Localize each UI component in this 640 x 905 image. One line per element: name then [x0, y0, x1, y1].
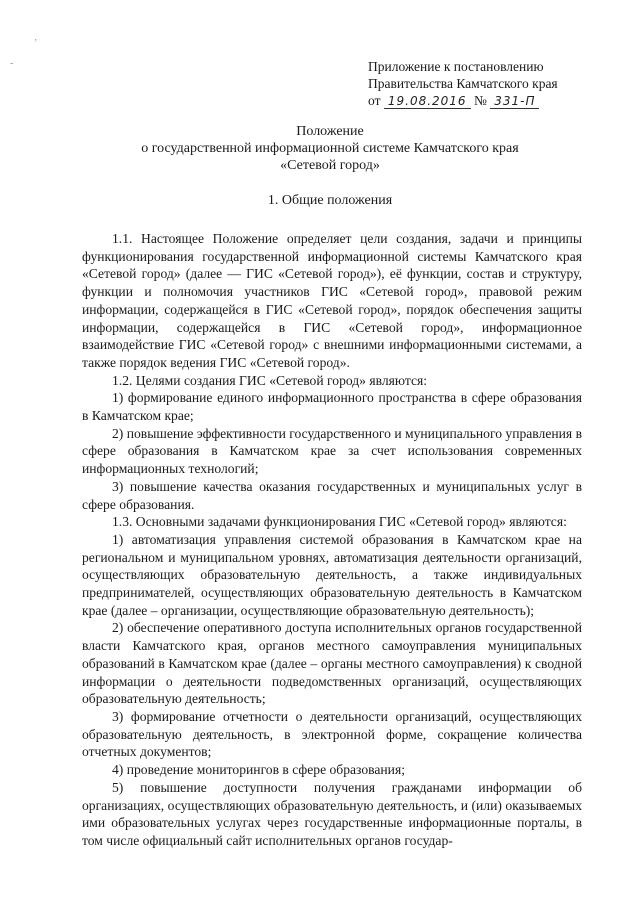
paragraph: 2) обеспечение оперативного доступа исполнительных органов государственной власти Камчатского края, органов местного самоуправления муниципальных образований в Камчатском крае (далее – органы местного самоуправления) к сводной информации о деятельности подведомственных организаций, осуществляющих образовательную деятельность;	[82, 620, 582, 707]
section-heading: 1. Общие положения	[267, 193, 393, 208]
document-title	[60, 123, 600, 174]
number-label: №	[473, 93, 487, 108]
paragraph: 1) формирование единого информационного пространства в сфере образования в Камчатском крае;	[82, 390, 582, 424]
attachment-line: Правительства Камчатского края	[368, 76, 558, 91]
attachment-line: Приложение к постановлению	[368, 59, 544, 74]
document-body	[82, 230, 582, 850]
scan-mark: -	[10, 58, 14, 69]
paragraph: 1.2. Целями создания ГИС «Сетевой город» являются:	[112, 372, 428, 388]
paragraph: 3) формирование отчетности о деятельности организаций, осуществляющих образовательную деятельность, в электронной форме, сокращение количества отчетных документов;	[82, 708, 582, 760]
title-line: Положение	[296, 124, 364, 139]
paragraph: 1.3. Основными задачами функционирования ГИС «Сетевой город» являются:	[112, 514, 567, 530]
scan-mark: ‚	[34, 32, 38, 43]
paragraph: 2) повышение эффективности государственного и муниципального управления в сфере образования в Камчатском крае за счет использования современных информационных технологий;	[82, 425, 582, 477]
from-label: от	[368, 93, 381, 108]
paragraph: 3) повышение качества оказания государственных и муниципальных услуг в сфере образования.	[82, 478, 582, 512]
paragraph: 1) автоматизация управления системой образования в Камчатском крае на региональном и муниципальном уровнях, автоматизация деятельности организаций, осуществляющих образовательную деятельность, а также индивидуальных предпринимателей, осуществляющих образовательную деятельность в Камчатском крае (далее – организации, осуществляющие образовательную деятельность);	[82, 531, 582, 618]
paragraph: 4) проведение мониторингов в сфере образования;	[112, 762, 405, 778]
title-line: «Сетевой город»	[280, 158, 380, 173]
paragraph: 5) повышение доступности получения гражданами информации об организациях, осуществляющих образовательную деятельность, и (или) оказываемых ими образовательных услугах через государственные информационные порталы, в том числе официальный сайт исполнительных органов государ-	[82, 779, 582, 848]
title-line: о государственной информационной системе Камчатского края	[141, 141, 519, 156]
paragraph: 1.1. Настоящее Положение определяет цели создания, задачи и принципы функционирования государственной информационной системы Камчатского края «Сетевой город» (далее — ГИС «Сетевой город»), её функции, состав и структуру, функции и полномочия участников ГИС «Сетевой город», правовой режим информации, содержащейся в ГИС «Сетевой город», порядок обеспечения защиты информации, содержащейся в ГИС «Сетевой город», информационное взаимодействие ГИС «Сетевой город» с внешними информационными системами, а также порядок ведения ГИС «Сетевой город».	[82, 231, 582, 370]
handwritten-date: 19.08.2016	[384, 94, 471, 109]
attachment-note	[368, 58, 558, 110]
attachment-date-line	[368, 92, 558, 110]
handwritten-number: 331-П	[490, 94, 539, 109]
